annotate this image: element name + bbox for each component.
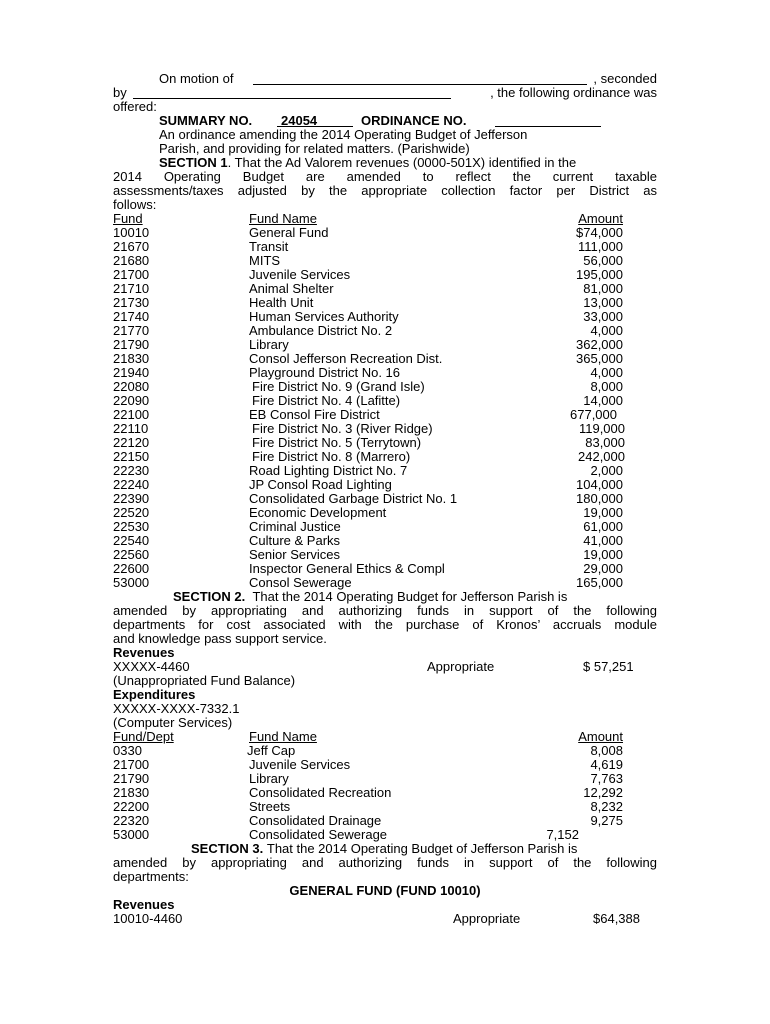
section2-line3: departments for cost associated with the purchase of Kronos’ accruals module (113, 617, 657, 632)
fund-code: 21710 (113, 281, 150, 296)
fund-name: Animal Shelter (249, 281, 334, 296)
summary-line (113, 114, 657, 128)
col-header-fund: Fund (113, 211, 143, 226)
amount: 242,000 (578, 449, 625, 464)
section2-revenues-label: Revenues (113, 645, 175, 660)
amount: 81,000 (583, 281, 623, 296)
section2-revenue-row (113, 660, 657, 674)
section1-text1: . That the Ad Valorem revenues (0000-501X) identified in the (227, 155, 577, 170)
table-row (113, 422, 657, 436)
amount: 180,000 (576, 491, 623, 506)
fund-code: 21730 (113, 295, 150, 310)
fund-code: 21940 (113, 365, 150, 380)
section3-text1: That the 2014 Operating Budget of Jefferson Parish is (266, 841, 578, 856)
section2-text1: That the 2014 Operating Budget for Jefferson Parish is (252, 589, 568, 604)
fund-code: 22150 (113, 449, 150, 464)
amount: 29,000 (583, 561, 623, 576)
fund-name: Consol Sewerage (249, 575, 352, 590)
fund-name: Inspector General Ethics & Compl (249, 561, 445, 576)
fund-name: Fire District No. 5 (Terrytown) (252, 435, 422, 450)
fund-code: 10010 (113, 225, 150, 240)
table-row (113, 254, 657, 268)
table-row (113, 366, 657, 380)
amount: 7,152 (546, 827, 579, 842)
amount: 41,000 (583, 533, 623, 548)
fund-code: 21740 (113, 309, 150, 324)
by-text: by (113, 85, 127, 100)
fund-code: 22230 (113, 463, 150, 478)
table-row (113, 310, 657, 324)
table-row (113, 828, 657, 842)
section2-line4: and knowledge pass support service. (113, 631, 327, 646)
seconded-text: , seconded (593, 71, 657, 86)
fund-name: Culture & Parks (249, 533, 341, 548)
section1-table-body (113, 226, 657, 590)
table-row (113, 548, 657, 562)
table-row (113, 800, 657, 814)
fund-name: Library (249, 337, 289, 352)
motion-line (113, 72, 657, 86)
section3-heading: SECTION 3. (191, 841, 264, 856)
fund-code: 22120 (113, 435, 150, 450)
section1-heading: SECTION 1 (159, 155, 228, 170)
section3-line2: amended by appropriating and authorizing funds in support of the following (113, 855, 657, 870)
fund-code: 21830 (113, 351, 150, 366)
table-row (113, 492, 657, 506)
table-row (113, 324, 657, 338)
fund-code: 22090 (113, 393, 150, 408)
table-row (113, 380, 657, 394)
fund-code: 21790 (113, 771, 150, 786)
fund-code: 21790 (113, 337, 150, 352)
section1-line2: 2014 Operating Budget are amended to reflect the current taxable (113, 169, 657, 184)
fund-name: Ambulance District No. 2 (249, 323, 393, 338)
ordinance-desc-2: Parish, and providing for related matters. (Parishwide) (159, 141, 470, 156)
fund-name: Economic Development (249, 505, 387, 520)
fund-code: 21700 (113, 267, 150, 282)
revenue-amount: $64,388 (593, 911, 640, 926)
fund-name: Playground District No. 16 (249, 365, 401, 380)
section2-line1 (113, 590, 657, 604)
amount: 33,000 (583, 309, 623, 324)
table-row (113, 352, 657, 366)
by-line (113, 86, 657, 100)
fund-code: 22530 (113, 519, 150, 534)
fund-name: Jeff Cap (247, 743, 296, 758)
motion-prefix: On motion of (159, 71, 234, 86)
fund-code: 22110 (113, 421, 149, 436)
amount: 195,000 (576, 267, 623, 282)
fund-name: Fire District No. 4 (Lafitte) (252, 393, 401, 408)
table-row (113, 520, 657, 534)
section3-revenue-row (113, 912, 657, 926)
fund-code: 21770 (113, 323, 150, 338)
revenue-desc: (Unappropriated Fund Balance) (113, 673, 296, 688)
expenditure-desc: (Computer Services) (113, 715, 233, 730)
following-text: , the following ordinance was (490, 85, 657, 100)
amount: 8,000 (590, 379, 623, 394)
fund-name: Streets (249, 799, 291, 814)
fund-code: 21680 (113, 253, 150, 268)
table-row (113, 506, 657, 520)
section2-table-body (113, 744, 657, 842)
table-row (113, 562, 657, 576)
table-row (113, 772, 657, 786)
fund-code: 53000 (113, 575, 150, 590)
ordinance-blank (495, 114, 601, 127)
summary-label: SUMMARY NO. (159, 113, 253, 128)
fund-code: 53000 (113, 827, 150, 842)
revenue-action: Appropriate (453, 911, 521, 926)
amount: 12,292 (583, 785, 623, 800)
motion-blank (253, 72, 587, 85)
fund-name: EB Consol Fire District (249, 407, 380, 422)
amount: 8,008 (590, 743, 623, 758)
fund-name: Fire District No. 8 (Marrero) (252, 449, 411, 464)
table-row (113, 338, 657, 352)
amount: 2,000 (590, 463, 623, 478)
revenue-account: XXXXX-4460 (113, 659, 190, 674)
amount: 362,000 (576, 337, 623, 352)
col-header-fund-name: Fund Name (249, 729, 317, 744)
amount: 119,000 (578, 421, 625, 436)
table-row (113, 394, 657, 408)
revenue-amount: $ 57,251 (583, 659, 634, 674)
general-fund-heading: GENERAL FUND (FUND 10010) (289, 883, 481, 898)
fund-name: Consolidated Garbage District No. 1 (249, 491, 458, 506)
fund-code: 0330 (113, 743, 142, 758)
fund-name: Fire District No. 3 (River Ridge) (252, 421, 433, 436)
fund-code: 22600 (113, 561, 150, 576)
fund-name: Juvenile Services (249, 267, 351, 282)
fund-name: Consolidated Sewerage (249, 827, 388, 842)
fund-code: 21830 (113, 785, 150, 800)
table-row (113, 450, 657, 464)
document-page (113, 72, 657, 926)
expenditure-account: XXXXX-XXXX-7332.1 (113, 701, 240, 716)
col-header-amount: Amount (578, 729, 623, 744)
fund-name: Fire District No. 9 (Grand Isle) (252, 379, 425, 394)
table-row (113, 436, 657, 450)
amount: 111,000 (577, 239, 623, 254)
section3-revenues-label: Revenues (113, 897, 175, 912)
fund-name: MITS (249, 253, 281, 268)
section1-table-header (113, 212, 657, 226)
section1-line3: assessments/taxes adjusted by the appropriate collection factor per District as (113, 183, 657, 198)
amount: 19,000 (583, 547, 623, 562)
table-row (113, 758, 657, 772)
fund-code: 22200 (113, 799, 150, 814)
table-row (113, 576, 657, 590)
fund-name: Transit (249, 239, 289, 254)
amount: 8,232 (590, 799, 623, 814)
fund-name: JP Consol Road Lighting (249, 477, 392, 492)
fund-code: 22390 (113, 491, 150, 506)
section2-line2: amended by appropriating and authorizing funds in support of the following (113, 603, 657, 618)
seconder-blank (133, 86, 451, 99)
fund-name: Consol Jefferson Recreation Dist. (249, 351, 443, 366)
amount: 61,000 (583, 519, 623, 534)
amount: 14,000 (583, 393, 623, 408)
amount: 365,000 (576, 351, 623, 366)
section2-heading: SECTION 2. (173, 589, 246, 604)
section3-line1 (113, 842, 657, 856)
section2-expenditures-label: Expenditures (113, 687, 196, 702)
table-row (113, 744, 657, 758)
fund-name: Senior Services (249, 547, 341, 562)
amount: 19,000 (583, 505, 623, 520)
fund-code: 22080 (113, 379, 150, 394)
fund-name: Juvenile Services (249, 757, 351, 772)
amount: 7,763 (590, 771, 623, 786)
table-row (113, 268, 657, 282)
col-header-fund-name: Fund Name (249, 211, 317, 226)
amount: 4,000 (590, 365, 623, 380)
col-header-fund-dept: Fund/Dept (113, 729, 174, 744)
revenue-action: Appropriate (427, 659, 495, 674)
amount: 677,000 (570, 407, 617, 422)
table-row (113, 478, 657, 492)
fund-code: 22100 (113, 407, 150, 422)
table-row (113, 814, 657, 828)
section2-table-header (113, 730, 657, 744)
table-row (113, 282, 657, 296)
fund-name: Health Unit (249, 295, 314, 310)
section1-line4: follows: (113, 197, 157, 212)
section3-line3: departments: (113, 869, 189, 884)
amount: 9,275 (590, 813, 623, 828)
fund-name: Human Services Authority (249, 309, 399, 324)
ordinance-desc-1: An ordinance amending the 2014 Operating Budget of Jefferson (159, 127, 528, 142)
fund-name: Road Lighting District No. 7 (249, 463, 408, 478)
fund-code: 21700 (113, 757, 150, 772)
table-row (113, 226, 657, 240)
fund-code: 22520 (113, 505, 150, 520)
amount: 4,000 (590, 323, 623, 338)
fund-code: 22540 (113, 533, 150, 548)
table-row (113, 464, 657, 478)
fund-code: 22240 (113, 477, 150, 492)
amount: 165,000 (576, 575, 623, 590)
fund-name: Criminal Justice (249, 519, 341, 534)
table-row (113, 534, 657, 548)
section1-line1 (113, 156, 657, 170)
fund-code: 22320 (113, 813, 150, 828)
fund-code: 22560 (113, 547, 150, 562)
offered-line: offered: (113, 99, 157, 114)
table-row (113, 786, 657, 800)
amount: 4,619 (590, 757, 623, 772)
summary-number: 24054 (281, 113, 318, 128)
amount: 13,000 (583, 295, 623, 310)
fund-name: Consolidated Recreation (249, 785, 392, 800)
fund-name: Consolidated Drainage (249, 813, 382, 828)
summary-number-field (277, 114, 353, 127)
col-header-amount: Amount (578, 211, 623, 226)
revenue-account: 10010-4460 (113, 911, 183, 926)
amount: $74,000 (576, 225, 623, 240)
fund-name: General Fund (249, 225, 329, 240)
table-row (113, 296, 657, 310)
table-row (113, 408, 657, 422)
fund-code: 21670 (113, 239, 150, 254)
amount: 83,000 (585, 435, 625, 450)
amount: 104,000 (576, 477, 623, 492)
fund-name: Library (249, 771, 289, 786)
amount: 56,000 (583, 253, 623, 268)
ordinance-label: ORDINANCE NO. (361, 113, 467, 128)
table-row (113, 240, 657, 254)
